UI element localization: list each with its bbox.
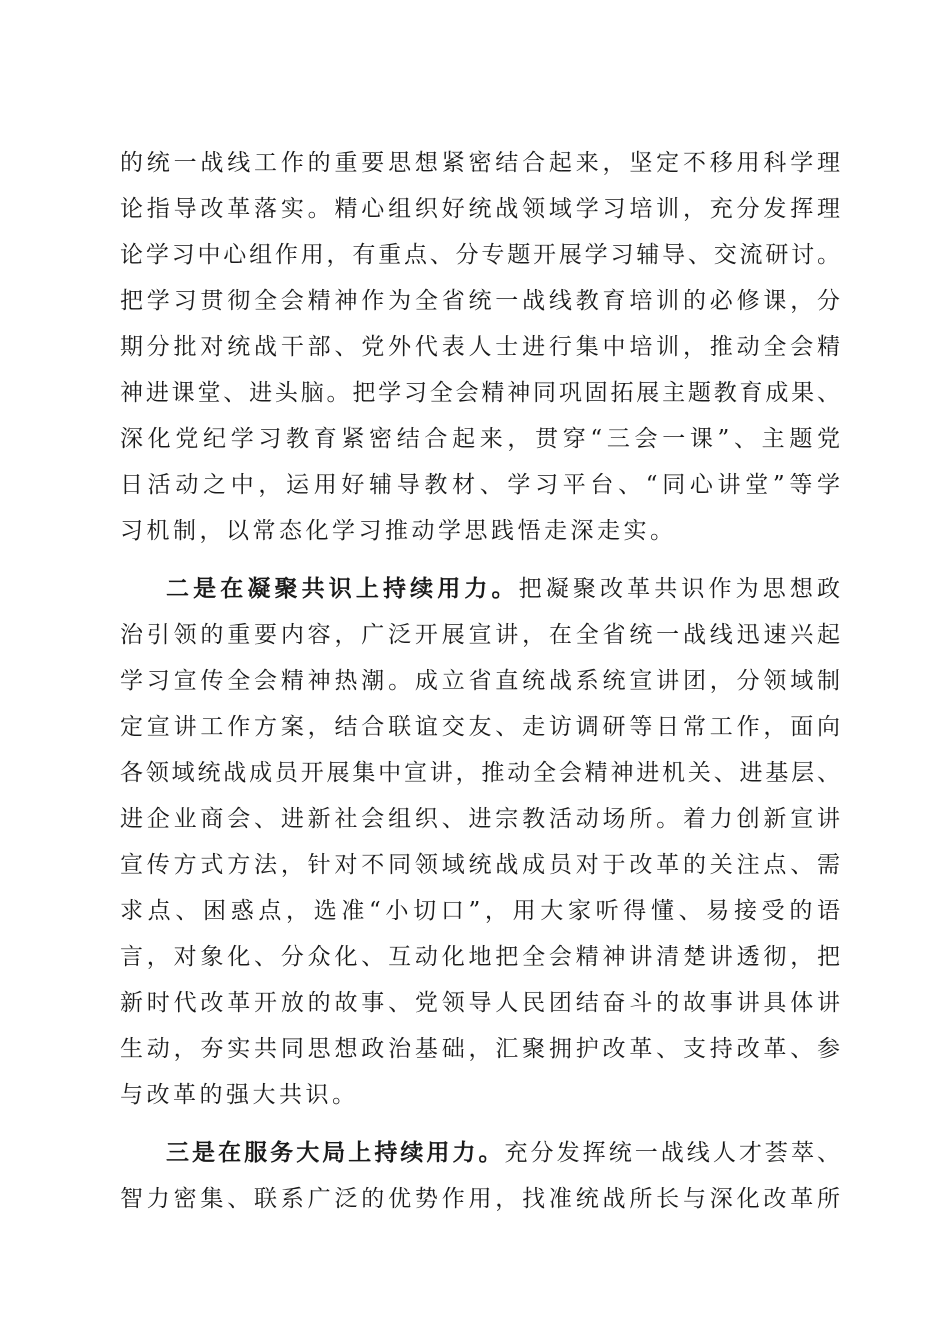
paragraph-line: 的统一战线工作的重要思想紧密结合起来，坚定不移用科学理 xyxy=(120,150,840,176)
paragraph-heading: 三是在服务大局上持续用力。 xyxy=(166,1139,505,1166)
paragraph-2 xyxy=(120,566,840,1118)
paragraph-line: 定宣讲工作方案，结合联谊交友、走访调研等日常工作，面向 xyxy=(120,714,840,740)
paragraph-text: 把凝聚改革共识作为思想政 xyxy=(518,576,840,602)
paragraph-line: 生动，夯实共同思想政治基础，汇聚拥护改革、支持改革、参 xyxy=(120,1036,840,1062)
paragraph-line: 论指导改革落实。精心组织好统战领域学习培训，充分发挥理 xyxy=(120,196,840,222)
paragraph-line: 日活动之中，运用好辅导教材、学习平台、“同心讲堂”等学 xyxy=(120,472,840,498)
paragraph-line: 新时代改革开放的故事、党领导人民团结奋斗的故事讲具体讲 xyxy=(120,990,840,1016)
paragraph-line: 神进课堂、进头脑。把学习全会精神同巩固拓展主题教育成果、 xyxy=(120,380,840,406)
paragraph-line: 治引领的重要内容，广泛开展宣讲，在全省统一战线迅速兴起 xyxy=(120,622,840,648)
paragraph-line: 论学习中心组作用，有重点、分专题开展学习辅导、交流研讨。 xyxy=(120,242,840,268)
paragraph-heading: 二是在凝聚共识上持续用力。 xyxy=(166,575,519,602)
paragraph-line: 习机制，以常态化学习推动学思践悟走深走实。 xyxy=(120,518,677,544)
paragraph-line: 深化党纪学习教育紧密结合起来，贯穿“三会一课”、主题党 xyxy=(120,426,840,452)
paragraph-line: 言，对象化、分众化、互动化地把全会精神讲清楚讲透彻，把 xyxy=(120,944,840,970)
paragraph-line: 学习宣传全会精神热潮。成立省直统战系统宣讲团，分领域制 xyxy=(120,668,840,694)
paragraph-1 xyxy=(120,140,840,554)
paragraph-line: 宣传方式方法，针对不同领域统战成员对于改革的关注点、需 xyxy=(120,852,840,878)
paragraph-line: 把学习贯彻全会精神作为全省统一战线教育培训的必修课，分 xyxy=(120,288,840,314)
paragraph-line: 各领域统战成员开展集中宣讲，推动全会精神进机关、进基层、 xyxy=(120,760,840,786)
paragraph-line: 进企业商会、进新社会组织、进宗教活动场所。着力创新宣讲 xyxy=(120,806,840,832)
paragraph-3 xyxy=(120,1130,840,1222)
document-body xyxy=(120,140,840,1222)
paragraph-text: 充分发挥统一战线人才荟萃、 xyxy=(504,1140,841,1166)
paragraph-line: 智力密集、联系广泛的优势作用，找准统战所长与深化改革所 xyxy=(120,1186,840,1212)
paragraph-line: 求点、困惑点，选准“小切口”，用大家听得懂、易接受的语 xyxy=(120,898,840,924)
paragraph-line: 期分批对统战干部、党外代表人士进行集中培训，推动全会精 xyxy=(120,334,840,360)
paragraph-spacer xyxy=(120,554,840,566)
paragraph-line: 与改革的强大共识。 xyxy=(120,1082,359,1108)
paragraph-spacer xyxy=(120,1118,840,1130)
paragraph-first-line xyxy=(120,1130,840,1176)
paragraph-first-line xyxy=(120,566,840,612)
